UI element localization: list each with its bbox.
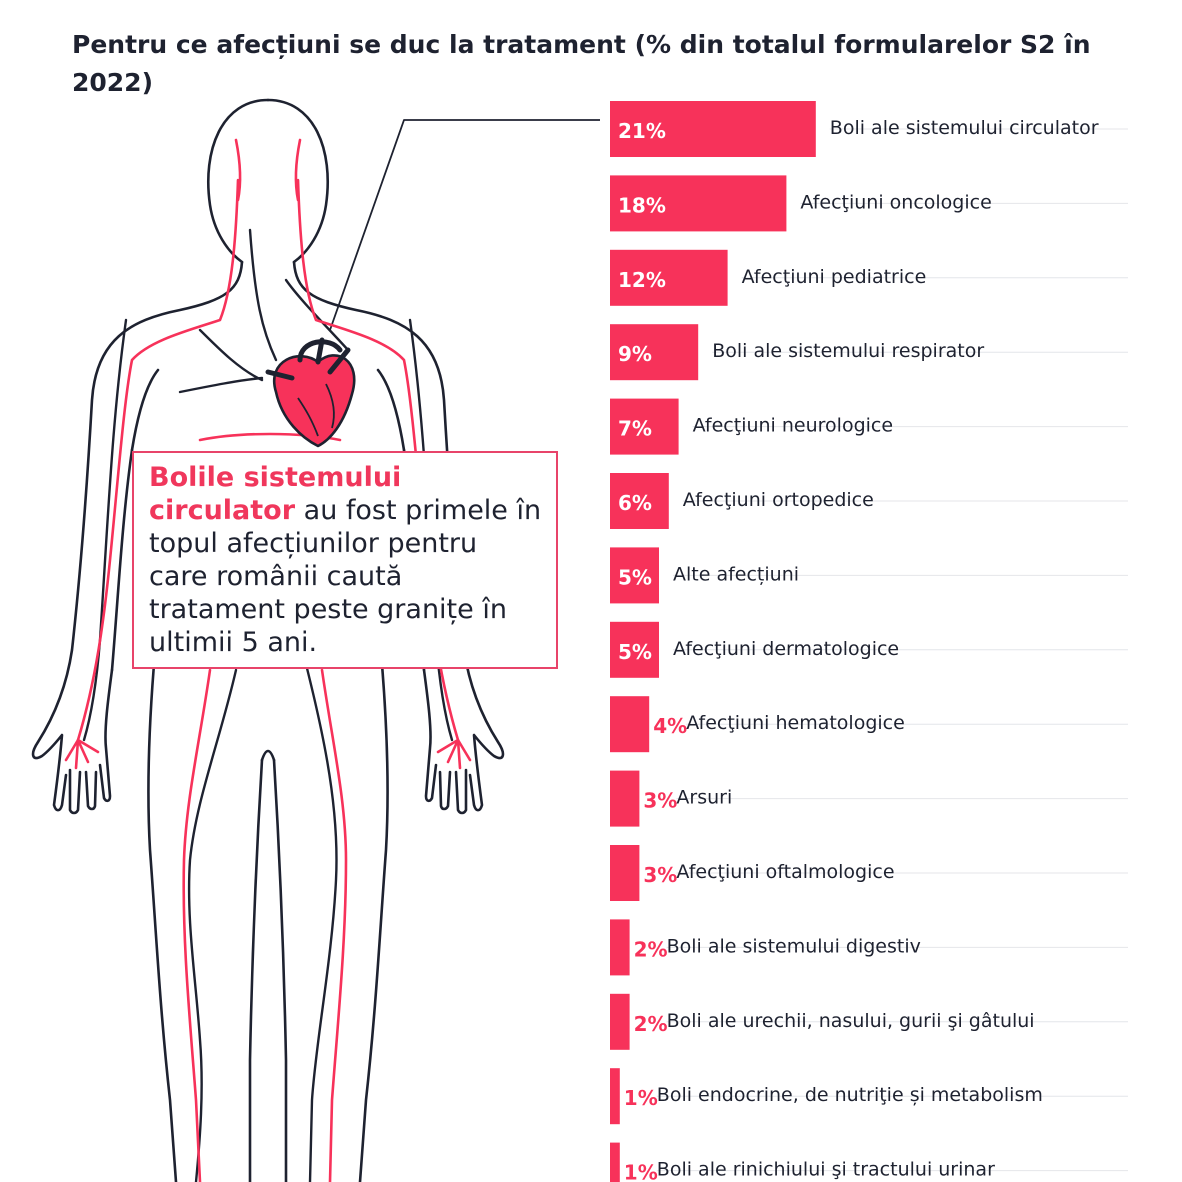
value-label: 6% [618, 491, 652, 515]
bar [610, 1068, 620, 1124]
bar [610, 1143, 620, 1182]
category-label: Boli endocrine, de nutriţie și metabolism [656, 1084, 1043, 1107]
value-label: 7% [618, 416, 652, 441]
category-label: Afecţiuni oftalmologice [676, 861, 895, 883]
category-label: Afecţiuni dermatologice [673, 637, 900, 660]
value-label: 21% [618, 119, 666, 143]
callout-highlight: Bolile sistemului circulator [149, 462, 402, 526]
value-label: 1% [623, 1160, 658, 1182]
value-label: 5% [618, 639, 652, 664]
bar [610, 845, 639, 901]
category-label: Boli ale rinichiului şi tractului urinar [656, 1158, 995, 1181]
value-label: 2% [633, 1011, 668, 1036]
bar [610, 919, 630, 975]
value-label: 3% [643, 788, 678, 813]
category-label: Boli ale sistemului respirator [712, 340, 985, 363]
value-label: 18% [618, 193, 666, 218]
category-label: Boli ale sistemului digestiv [666, 935, 921, 958]
value-label: 12% [618, 267, 666, 292]
callout-text: au fost primele în topul afecțiunilor pentru care românii caută tratament peste granițe în ultimii 5 ani. [149, 495, 542, 658]
category-label: Afecţiuni neurologice [692, 414, 894, 437]
bar [610, 771, 639, 827]
bar [610, 994, 630, 1050]
category-label: Boli ale sistemului circulator [829, 117, 1099, 139]
category-label: Afecţiuni hematologice [686, 712, 905, 735]
category-label: Afecţiuni oncologice [800, 191, 992, 214]
category-label: Afecţiuni pediatrice [741, 265, 927, 288]
bar [610, 696, 649, 752]
category-label: Boli ale urechii, nasului, gurii şi gâtului [666, 1009, 1035, 1032]
category-label: Alte afecțiuni [673, 563, 800, 586]
value-label: 9% [618, 342, 652, 367]
category-label: Arsuri [676, 786, 733, 809]
value-label: 1% [623, 1086, 658, 1111]
value-label: 4% [653, 714, 688, 739]
value-label: 2% [633, 937, 668, 962]
category-label: Afecţiuni ortopedice [682, 489, 874, 511]
value-label: 5% [618, 565, 652, 590]
chart-title: Pentru ce afecțiuni se duc la tratament (% din totalul formularelor S2 în 2022) [72, 30, 1091, 97]
value-label: 3% [643, 863, 678, 887]
